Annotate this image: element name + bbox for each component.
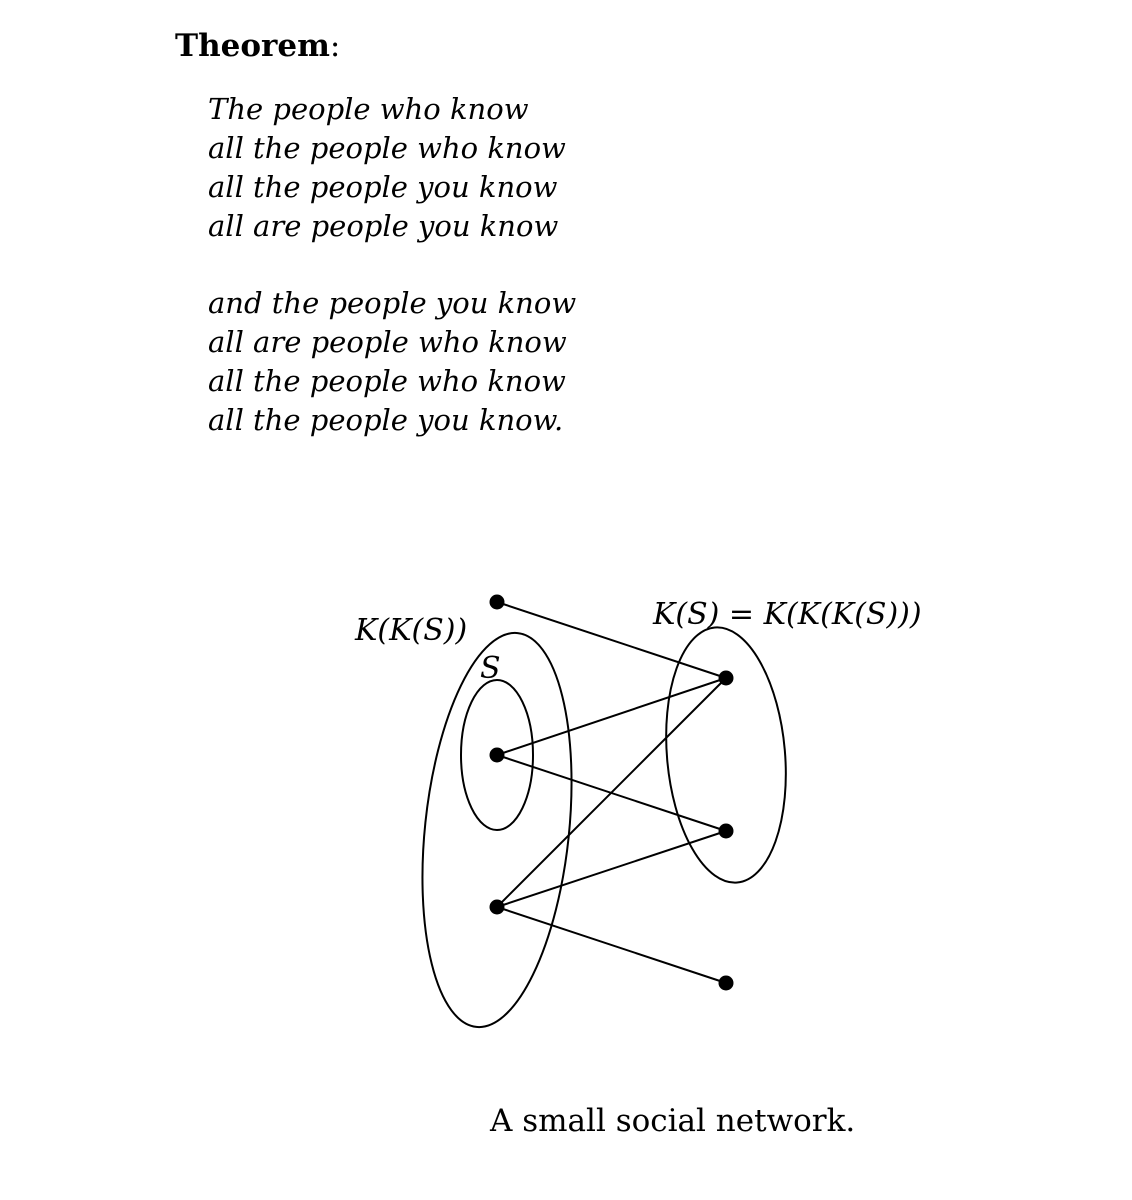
theorem-colon: :	[329, 28, 341, 64]
s-label: S	[480, 651, 501, 686]
edge	[497, 678, 726, 907]
node	[490, 595, 505, 610]
ks-equation-label: K(S) = K(K(K(S)))	[653, 597, 922, 632]
node	[490, 748, 505, 763]
poem-line: all the people who know	[208, 364, 566, 398]
node	[490, 900, 505, 915]
poem-line: and the people you know	[208, 286, 577, 320]
poem-line: all the people you know.	[208, 403, 564, 437]
kks-label: K(K(S))	[355, 613, 468, 648]
poem-line: all the people who know	[208, 131, 566, 165]
node	[719, 976, 734, 991]
poem-line: all are people you know	[208, 209, 559, 243]
edge	[497, 678, 726, 755]
figure-caption: A small social network.	[490, 1103, 856, 1139]
node	[719, 671, 734, 686]
theorem-label: Theorem	[175, 28, 330, 64]
poem-line: The people who know	[208, 92, 529, 126]
edge	[497, 907, 726, 983]
poem-line: all are people who know	[208, 325, 567, 359]
poem-line: all the people you know	[208, 170, 558, 204]
edge	[497, 831, 726, 907]
node	[719, 824, 734, 839]
